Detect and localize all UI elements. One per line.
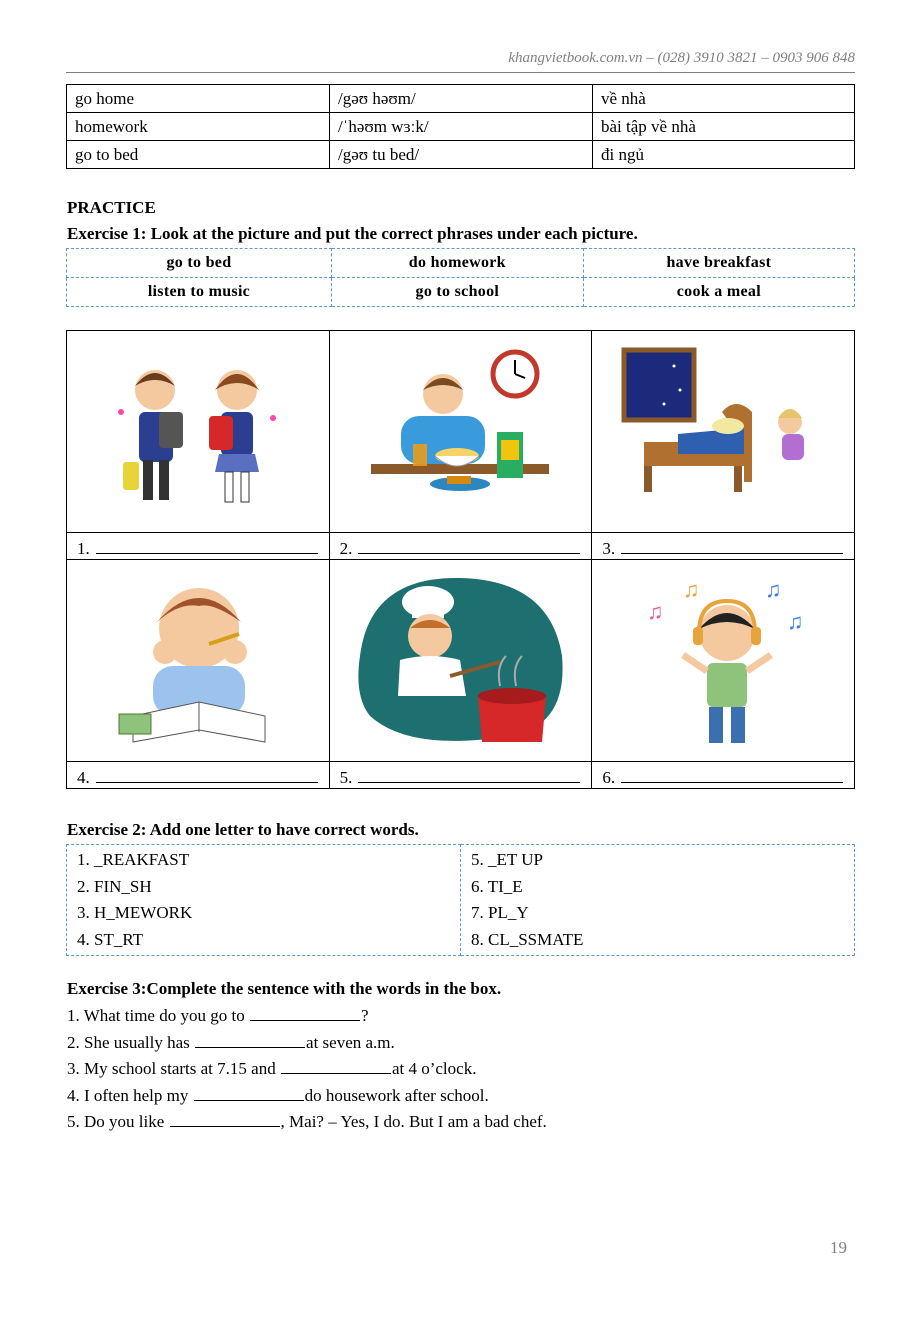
phrase-box bbox=[66, 248, 855, 307]
vocab-word: go home bbox=[67, 85, 330, 113]
vocab-ipa: /ˈhəʊm wɜːk/ bbox=[330, 113, 593, 141]
music-note-icon: ♫ bbox=[787, 608, 804, 634]
caption-1 bbox=[67, 533, 330, 560]
sentence-text: ? bbox=[360, 1006, 369, 1025]
caption-number: 4. bbox=[77, 768, 90, 787]
table-row bbox=[67, 141, 855, 169]
page-number: 19 bbox=[830, 1238, 847, 1257]
list-item: 2. FIN_SH bbox=[77, 876, 152, 896]
answer-blank[interactable] bbox=[194, 1086, 304, 1101]
picture-homework bbox=[67, 560, 330, 762]
caption-number: 2. bbox=[339, 539, 353, 558]
word-column-right bbox=[461, 845, 855, 956]
phrase: cook a meal bbox=[583, 278, 854, 307]
list-item bbox=[67, 1083, 547, 1110]
sentence-text: at seven a.m. bbox=[306, 1032, 395, 1052]
phrase: have breakfast bbox=[583, 249, 854, 278]
list-item bbox=[67, 1056, 547, 1083]
exercise-3-title: Exercise 3:Complete the sentence with the words in the box. bbox=[67, 979, 502, 998]
caption-number: 6. bbox=[602, 768, 616, 787]
sentence-text: 2. She usually has bbox=[67, 1032, 190, 1052]
list-item: 3. H_MEWORK bbox=[77, 903, 193, 922]
answer-line[interactable] bbox=[621, 539, 843, 554]
list-item: 7. PL_Y bbox=[471, 903, 529, 922]
list-item bbox=[67, 1030, 547, 1057]
vocab-word: go to bed bbox=[67, 141, 330, 169]
table-row bbox=[67, 113, 855, 141]
sentence-text: at 4 o’clock. bbox=[391, 1059, 477, 1078]
answer-blank[interactable] bbox=[195, 1033, 305, 1048]
list-item: 6. TI_E bbox=[471, 876, 523, 896]
exercise-1-title: Exercise 1: Look at the picture and put the correct phrases under each picture. bbox=[67, 224, 638, 243]
sentence-text: , Mai? – Yes, I do. But I am a bad chef. bbox=[280, 1112, 547, 1131]
picture-cooking bbox=[329, 560, 592, 762]
vocab-ipa: /gəʊ tu bed/ bbox=[330, 141, 593, 169]
answer-line[interactable] bbox=[96, 539, 318, 554]
picture-music bbox=[592, 560, 855, 762]
exercise-2-title: Exercise 2: Add one letter to have correct words. bbox=[67, 820, 419, 839]
answer-line[interactable] bbox=[358, 768, 580, 783]
caption-4 bbox=[67, 762, 330, 789]
sentence-text: 3. My school starts at 7.15 and bbox=[67, 1059, 276, 1078]
music-note-icon: ♫ bbox=[683, 576, 700, 602]
answer-line[interactable] bbox=[96, 768, 318, 783]
caption-5 bbox=[329, 762, 592, 789]
table-row bbox=[67, 85, 855, 113]
answer-blank[interactable] bbox=[250, 1006, 360, 1021]
sentence-text: 5. Do you like bbox=[67, 1112, 165, 1131]
caption-number: 1. bbox=[77, 539, 90, 558]
list-item bbox=[67, 1003, 547, 1030]
caption-number: 3. bbox=[602, 539, 616, 558]
word-box bbox=[66, 844, 855, 956]
music-note-icon: ♫ bbox=[647, 598, 664, 624]
caption-3 bbox=[592, 533, 855, 560]
picture-bedroom bbox=[592, 331, 855, 533]
page-header: khangvietbook.com.vn – (028) 3910 3821 – 0903 906 848 bbox=[66, 50, 855, 73]
list-item: 1. _REAKFAST bbox=[77, 850, 190, 869]
phrase: do homework bbox=[331, 249, 583, 278]
picture-school-kids bbox=[67, 331, 330, 533]
answer-line[interactable] bbox=[621, 768, 843, 783]
list-item: 5. _ET UP bbox=[471, 850, 543, 869]
vocab-meaning: đi ngủ bbox=[593, 141, 855, 169]
sentence-text: 4. I often help my bbox=[67, 1085, 189, 1105]
vocab-table bbox=[66, 84, 855, 169]
vocab-word: homework bbox=[67, 113, 330, 141]
phrase: go to bed bbox=[67, 249, 332, 278]
list-item bbox=[67, 1109, 547, 1136]
sentence-text: 1. What time do you go to bbox=[67, 1006, 245, 1025]
answer-line[interactable] bbox=[358, 539, 580, 554]
caption-number: 5. bbox=[339, 768, 353, 787]
vocab-meaning: bài tập về nhà bbox=[593, 113, 855, 141]
phrase: go to school bbox=[331, 278, 583, 307]
picture-grid bbox=[66, 330, 855, 789]
caption-6 bbox=[592, 762, 855, 789]
list-item: 4. ST_RT bbox=[77, 929, 144, 949]
sentence-list bbox=[67, 1003, 547, 1136]
vocab-meaning: về nhà bbox=[593, 85, 855, 113]
answer-blank[interactable] bbox=[281, 1059, 391, 1074]
picture-breakfast bbox=[329, 331, 592, 533]
phrase: listen to music bbox=[67, 278, 332, 307]
word-column-left bbox=[67, 845, 461, 956]
vocab-ipa: /gəʊ həʊm/ bbox=[330, 85, 593, 113]
practice-title: PRACTICE bbox=[67, 198, 156, 217]
answer-blank[interactable] bbox=[170, 1112, 280, 1127]
music-note-icon: ♫ bbox=[765, 576, 782, 602]
caption-2 bbox=[329, 533, 592, 560]
sentence-text: do housework after school. bbox=[304, 1085, 489, 1105]
list-item: 8. CL_SSMATE bbox=[471, 929, 584, 949]
